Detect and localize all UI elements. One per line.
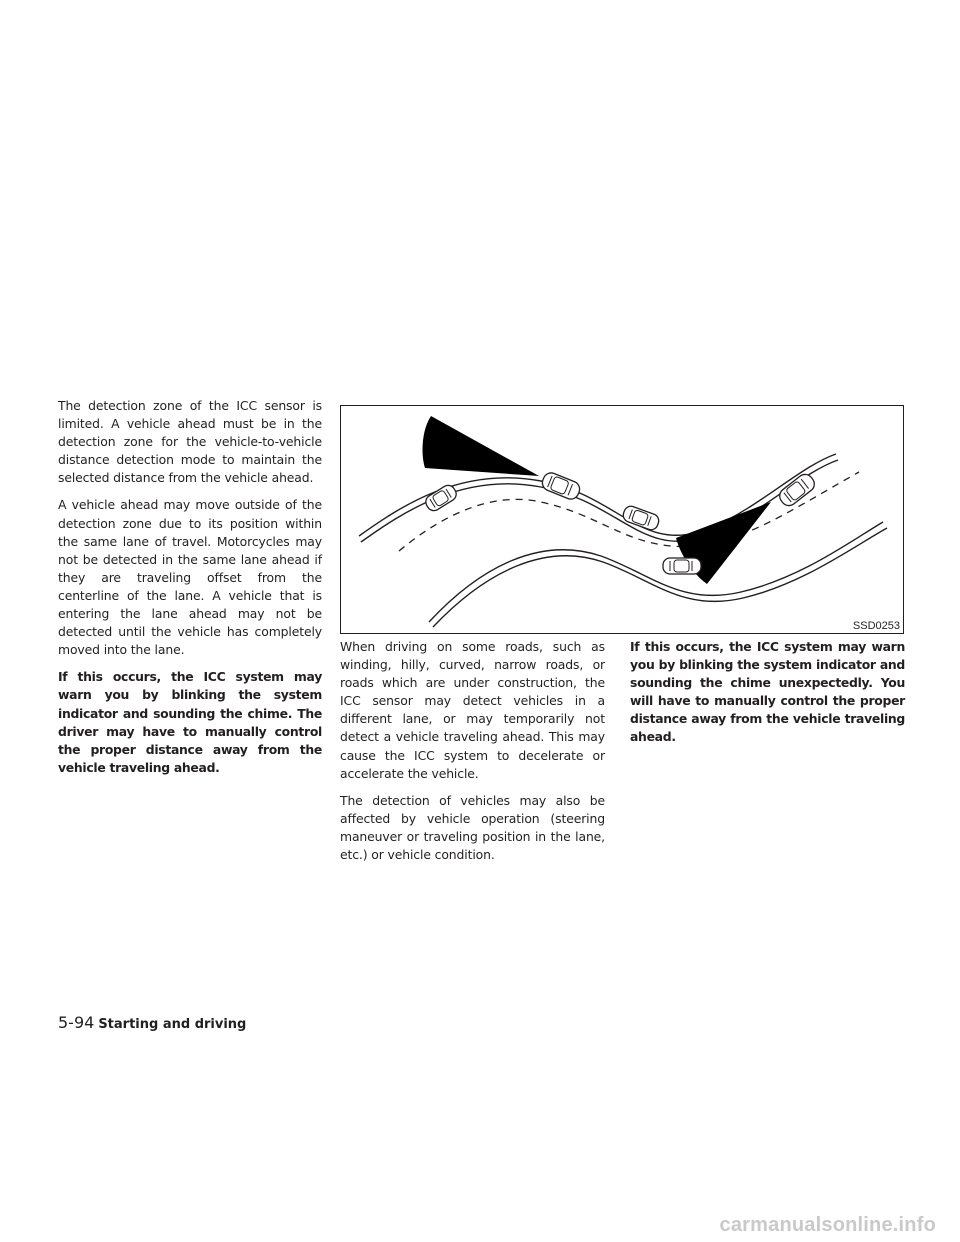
page-number: 5-94 [58,1013,95,1032]
car-ahead-detected [540,471,582,502]
car-other-lane-middle [621,504,660,531]
curved-road-illustration [341,406,903,633]
car-left-lane-rear [423,483,459,514]
detection-zone-paragraph: The detection zone of the ICC sensor is limited. A vehicle ahead must be in the detection zone for the vehicle-to-vehicle distance detection mode to maintain the selected distance from the vehicle ahead. [58,398,322,486]
figure-code: SSD0253 [852,620,900,632]
vehicle-position-paragraph: A vehicle ahead may move outside of the detection zone due to its position within the same lane of travel. Motorcycles may not be detected in the same lane ahead if they are traveling offset from the centerline of the lane. A vehicle that is entering the lane ahead may not be detected until the vehicle has completely moved into the lane. [58,497,322,658]
warning-text-right: If this occurs, the ICC system may warn you by blinking the system indicator and sounding the chime unexpectedly. You will have to manually control the proper distance away from the vehicle traveling ahead. [630,639,905,745]
middle-column [340,638,605,873]
car-own-vehicle [776,471,817,509]
watermark: carmanualsonline.info [719,1214,936,1236]
winding-roads-paragraph: When driving on some roads, such as winding, hilly, curved, narrow roads, or roads which are under construction, the ICC sensor may detect vehicles in a different lane, or may temporarily not detect a vehicle traveling ahead. This may cause the ICC system to decelerate or accelerate the vehicle. [340,639,605,781]
left-column [58,397,322,786]
road-edge-bottom-b [433,528,887,627]
right-column [630,638,905,747]
road-detection-figure [340,405,904,634]
section-title: Starting and driving [98,1017,247,1032]
page-footer [58,1013,246,1033]
detection-beam-left [423,416,539,476]
warning-text-left: If this occurs, the ICC system may warn you by blinking the system indicator and sounding the chime. The driver may have to manually control the proper distance away from the vehicle traveling ahead. [58,669,322,775]
car-lower-lane-detected [663,558,701,574]
vehicle-operation-paragraph: The detection of vehicles may also be affected by vehicle operation (steering maneuver or traveling position in the lane, etc.) or vehicle condition. [340,792,605,863]
road-edge-bottom-a [429,522,883,622]
